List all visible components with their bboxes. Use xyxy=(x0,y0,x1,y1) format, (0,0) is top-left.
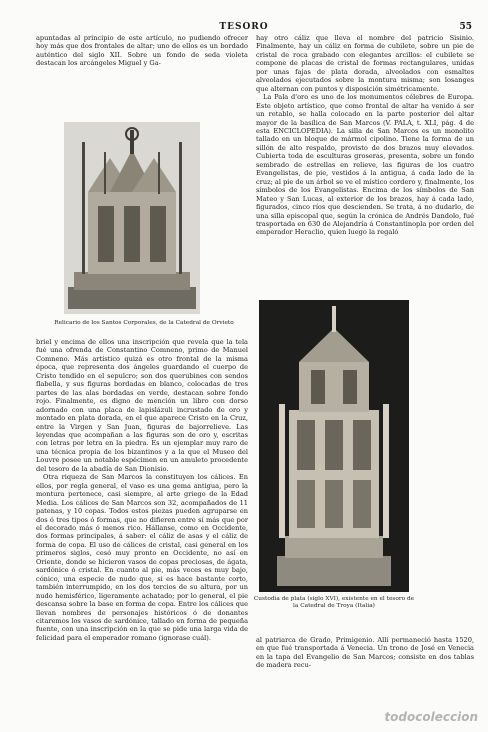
figure-caption: Custodia de plata (siglo XVI), existente en el tesoro de la Catedral de Troya (Italia) xyxy=(253,596,415,609)
left-column-top xyxy=(36,34,248,120)
paragraph: Otra riqueza de San Marcos la constituyen los cálices. En ellos, por regla general, el vaso es una gema antigua, pero la montura pertenece, casi siempre, al arte griego de la Edad Media. Los cálices de San Marcos son 32, acompañados de 11 patenas, y 10 copas. Todos estos piezas pueden agruparse en dos ó tres tipos ó formas, que no difieren entre sí más que por el decorado más ó menos rico. Hállanse, como en Occidente, dos formas principales, á saber: el cáliz de asas y el cáliz de forma de copa. El uso de cálices de cristal, casi general en los primeros siglos, cesó muy pronto en Occidente, no así en Oriente, donde se hicieron vasos de copas preciosas, de ágata, sardónice ó cristal. En cuanto al pie, más veces es muy bajo, cónico, una especie de nudo que, si es hace bastante corto, también interrumpido, en los dos tercios de su altura, por un nudo hemisférico, ligeramente achatado; por lo general, el pie descansa sobre la base en forma de copa. Entre los cálices que llevan nombres de personajes históricos ó de donantes citaremos los vasos de sardónice, tallado en forma de pequeña fuente, con una inscripción en la que se pide una larga vida de felicidad para el emperador romano (ignorase cuál). xyxy=(36,473,248,642)
right-column-top xyxy=(256,34,474,298)
right-column-bottom xyxy=(256,636,474,680)
paragraph: La Pala d'oro es uno de los monumentos célebres de Europa. Este objeto artístico, que como frontal de altar ha venido á ser un retablo, se halla colocado en la parte posterior del altar mayor de la basílica de San Marcos (V. PALA, t. XLI, pág. 4 de esta ENCICLOPEDIA). La silla de San Marcos es un monolito tallado en un bloque de mármol cipolino. Tiene la forma de un sillón de alto respaldo, provisto de dos brazos muy elevados. Cubierta toda de esculturas groseras, presenta, sobre un fondo sembrado de estrellas en relieve, las figuras de los cuatro Evangelistas, de pie, vestidos á la antigua, á cada lado de la cruz; al pie de un árbol se ve el místico cordero y, finalmente, los símbolos de los Evangelistas. Encima de los símbolos de San Mateo y San Lucas, al exterior de los brazos, hay á cada lado, figurados, cinco ríos que descienden. Se trata, á no dudarlo, de una silla episcopal que, según la crónica de Andrés Dandolo, fué trasportada en 630 de Alejandría á Constantinopla por orden del emperador Heraclio, quien luego la regaló xyxy=(256,93,474,237)
left-column-bottom xyxy=(36,338,248,716)
page-number: 55 xyxy=(459,22,472,32)
paragraph: apuntadas al principio de este artículo, no pudiendo ofrecer hoy más que dos frontales de altar; uno de ellos es un bordado auténtico del siglo XII. Sobre un fondo de seda violeta destacan los arcángeles Miguel y Ga- xyxy=(36,34,248,68)
figure-caption: Relicario de los Santos Corporales, de la Catedral de Orvieto xyxy=(54,320,234,326)
reliquary-image xyxy=(64,122,200,314)
page-header-title: TESORO xyxy=(219,22,269,32)
monstrance-image xyxy=(259,300,409,592)
paragraph: al patriarca de Grado, Primigenio. Allí permaneció hasta 1520, en que fué transportada á Venecia. Un trono de José en Venecia en la tapa del Evangelio de San Marcos; consiste en dos tablas de madera recu- xyxy=(256,636,474,670)
watermark-logo: todocoleccion xyxy=(384,710,478,724)
paragraph: briel y encima de ellos una inscripción que revela que la tela fué una ofrenda de Constantino Comneno, primo de Manuel Comneno. Más artístico quizá es otro frontal de la misma época, que representa dos ángeles guardando el cuerpo de Cristo tendido en el sepulcro; son dos querubines con sendos flabella, y sus figuras bordadas en blanco, colocadas de tres partes de las alas bordadas en verde, destacan sobre fondo rojo. Finalmente, es digno de mención un libro con dorso adornado con una placa de lapislázuli incrustado de oro y montado en plata dorada, en el que aparece Cristo en la Cruz, entre la Virgen y San Juan, figuras de bajorrelieve. Las leyendas que acompañan a las figuras son de oro y, escritas con letras por letra en la piedra. Es un ejemplar muy raro de una técnica propia de los bizantinos y a la que el Museo del Louvre posee un notable espécimen en un amuleto procedente del tesoro de la abadía de San Dionisio. xyxy=(36,338,248,473)
paragraph: hay otro cáliz que lleva el nombre del patricio Sisinio. Finalmente, hay un cáliz en forma de cubilete, sobre un pie de cristal de roca grabado con elegantes arcillos: el cubilete se compone de placas de cristal de formas rectangulares, unidas por unas fajas de plata dorada, alveolados con esmaltes alveolados ejecutados sobre la montura misma; son losanges que alternan con puntos y disposición simétricamente. xyxy=(256,34,474,93)
